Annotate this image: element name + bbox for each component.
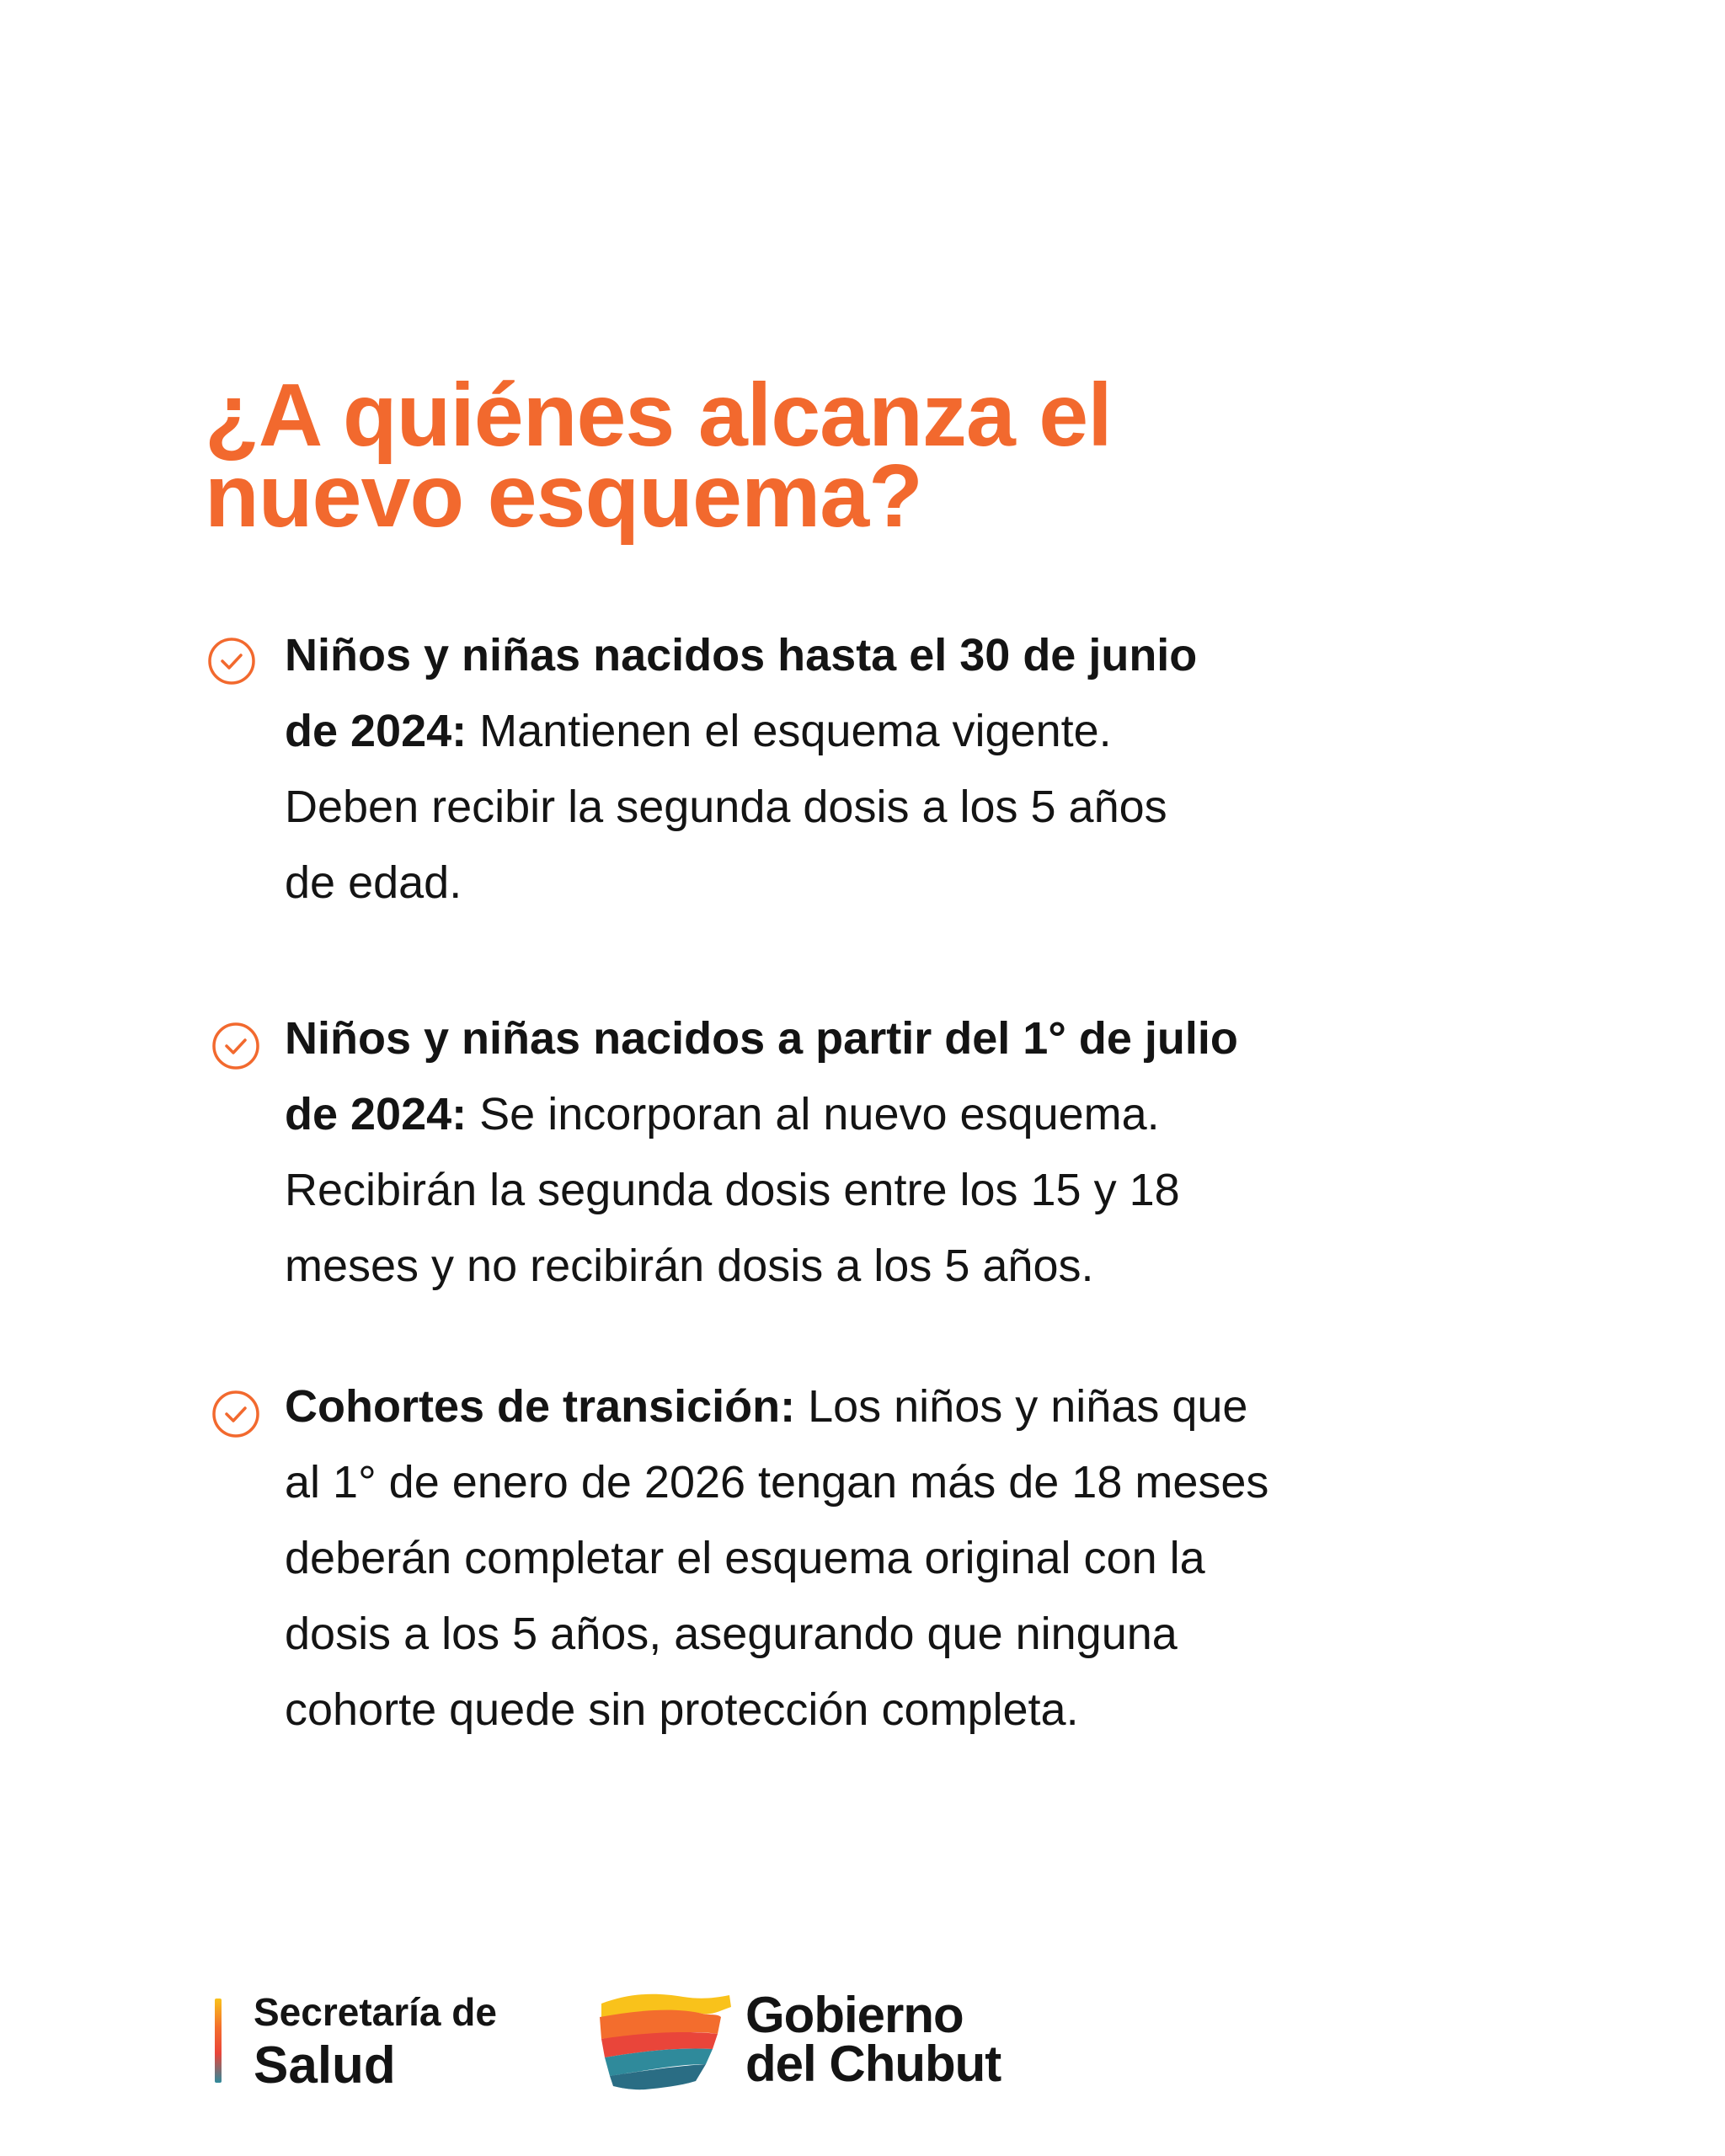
page-title: [205, 366, 1552, 546]
bold-text: de 2024:: [285, 1089, 467, 1139]
salud-label-top: Secretaría de: [254, 1990, 497, 2034]
text-line: [285, 1001, 1481, 1076]
text-line: [285, 1596, 1481, 1672]
check-circle-icon: [211, 1389, 261, 1439]
gobierno-chubut-logo: [745, 1987, 1001, 2092]
chubut-map-logo-icon: [595, 1992, 738, 2093]
chubut-label-line-1: Gobierno: [745, 1987, 964, 2043]
regular-text: de edad.: [285, 857, 462, 908]
list-item-text: [285, 1001, 1481, 1304]
title-line-1: ¿A quiénes alcanza el: [205, 366, 1112, 465]
list-item-text: [285, 1369, 1481, 1748]
text-line: [285, 1076, 1481, 1152]
text-line: [285, 693, 1481, 769]
text-line: [285, 1228, 1481, 1304]
chubut-label-line-2: del Chubut: [745, 2036, 1001, 2092]
salud-color-bar: [215, 1999, 222, 2083]
text-line: [285, 845, 1481, 921]
regular-text: Mantienen el esquema vigente.: [467, 706, 1112, 756]
regular-text: Los niños y niñas que: [795, 1381, 1248, 1432]
title-line-2: nuevo esquema?: [205, 446, 922, 546]
bold-text: Niños y niñas nacidos a partir del 1° de julio: [285, 1013, 1238, 1064]
salud-label-bottom: Salud: [254, 2036, 396, 2095]
regular-text: deberán completar el esquema original con la: [285, 1533, 1205, 1583]
bold-text: Niños y niñas nacidos hasta el 30 de junio: [285, 630, 1198, 680]
list-item-text: [285, 617, 1481, 921]
check-circle-icon: [206, 636, 257, 686]
bold-text: de 2024:: [285, 706, 467, 756]
text-line: [285, 617, 1481, 693]
text-line: [285, 769, 1481, 845]
text-line: [285, 1444, 1481, 1520]
regular-text: Recibirán la segunda dosis entre los 15 y 18: [285, 1165, 1180, 1215]
regular-text: dosis a los 5 años, asegurando que ninguna: [285, 1609, 1178, 1659]
secretaria-salud-logo: [254, 1990, 497, 2095]
regular-text: Deben recibir la segunda dosis a los 5 años: [285, 782, 1167, 832]
bold-text: Cohortes de transición:: [285, 1381, 796, 1432]
text-line: [285, 1520, 1481, 1596]
regular-text: Se incorporan al nuevo esquema.: [467, 1089, 1160, 1139]
text-line: [285, 1152, 1481, 1228]
regular-text: meses y no recibirán dosis a los 5 años.: [285, 1241, 1094, 1291]
regular-text: al 1° de enero de 2026 tengan más de 18 meses: [285, 1457, 1269, 1508]
text-line: [285, 1369, 1481, 1444]
text-line: [285, 1672, 1481, 1748]
check-circle-icon: [211, 1021, 261, 1071]
regular-text: cohorte quede sin protección completa.: [285, 1684, 1079, 1735]
